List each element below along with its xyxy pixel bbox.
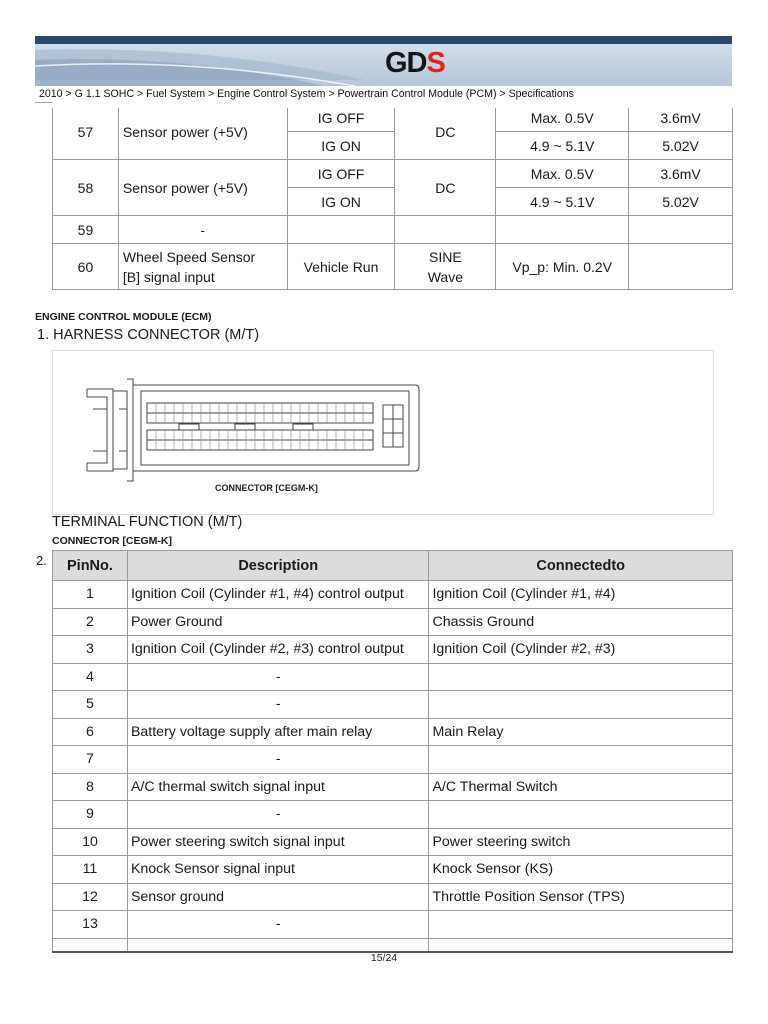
level: Max. 0.5V [496,104,629,132]
table-row [53,216,733,244]
table-row: 2 Power Ground Chassis Ground [53,608,733,636]
pin-number: 60 [53,244,119,290]
pin-function-table [52,550,733,953]
pin-number: 58 [53,160,119,216]
condition: IG ON [287,188,395,216]
gds-logo [385,48,445,78]
terminal-function-heading: TERMINAL FUNCTION (M/T) [52,514,243,530]
level: Vp_p: Min. 0.2V [496,244,629,290]
measured: 5.02V [629,188,733,216]
header-banner [35,36,732,86]
signal-type: DC [395,160,496,216]
table-row: 4 - [53,663,733,691]
table-row: 10 Power steering switch signal input Power steering switch [53,828,733,856]
pin-number: 57 [53,104,119,160]
breadcrumb: 2010 > G 1.1 SOHC > Fuel System > Engine Control System > Powertrain Control Module (PCM) > Specifications [35,86,732,103]
condition: IG OFF [287,160,395,188]
table-header-row [53,551,733,581]
pin-description: Sensor power (+5V) [118,104,287,160]
pin-description: - [118,216,287,244]
section-title: ENGINE CONTROL MODULE (ECM) [35,311,212,323]
signal-type: SINE Wave [395,244,496,290]
logo-accent-text: S [426,46,445,79]
table-row [53,244,733,290]
table-row [53,938,733,952]
condition: Vehicle Run [287,244,395,290]
table-row: 6 Battery voltage supply after main relay Main Relay [53,718,733,746]
pin-number: 59 [53,216,119,244]
column-header-pin: PinNo. [53,551,128,581]
measured: 5.02V [629,132,733,160]
signal-type: DC [395,104,496,160]
table-row [53,160,733,188]
pin-description: Sensor power (+5V) [118,160,287,216]
table-row: 8 A/C thermal switch signal input A/C Thermal Switch [53,773,733,801]
spec-table [52,103,733,290]
logo-text: GD [385,46,427,79]
condition: IG ON [287,132,395,160]
level: Max. 0.5V [496,160,629,188]
table-row: 12 Sensor ground Throttle Position Sensor (TPS) [53,883,733,911]
table-row: 7 - [53,746,733,774]
condition: IG OFF [287,104,395,132]
level: 4.9 ~ 5.1V [496,132,629,160]
level: 4.9 ~ 5.1V [496,188,629,216]
measured: 3.6mV [629,160,733,188]
figure-caption: CONNECTOR [CEGM-K] [215,483,318,493]
list-number: 2. [36,553,47,568]
table-row: 13 - [53,911,733,939]
banner-swoosh-graphic [35,36,732,86]
table-row: 3 Ignition Coil (Cylinder #2, #3) control output Ignition Coil (Cylinder #2, #3) [53,636,733,664]
table-row: 1 Ignition Coil (Cylinder #1, #4) control output Ignition Coil (Cylinder #1, #4) [53,581,733,609]
connector-drawing [53,351,713,514]
connector-label: CONNECTOR [CEGM-K] [52,535,172,547]
pin-description: Wheel Speed Sensor [B] signal input [118,244,287,290]
table-row: 11 Knock Sensor signal input Knock Sensor (KS) [53,856,733,884]
section-subtitle: 1. HARNESS CONNECTOR (M/T) [37,327,260,343]
measured: 3.6mV [629,104,733,132]
table-row: 9 - [53,801,733,829]
connector-diagram [52,350,714,515]
table-clip-edge [52,100,733,108]
table-row: 5 - [53,691,733,719]
column-header-connected-to: Connectedto [429,551,733,581]
page-number: 15/24 [370,952,398,964]
column-header-description: Description [127,551,429,581]
